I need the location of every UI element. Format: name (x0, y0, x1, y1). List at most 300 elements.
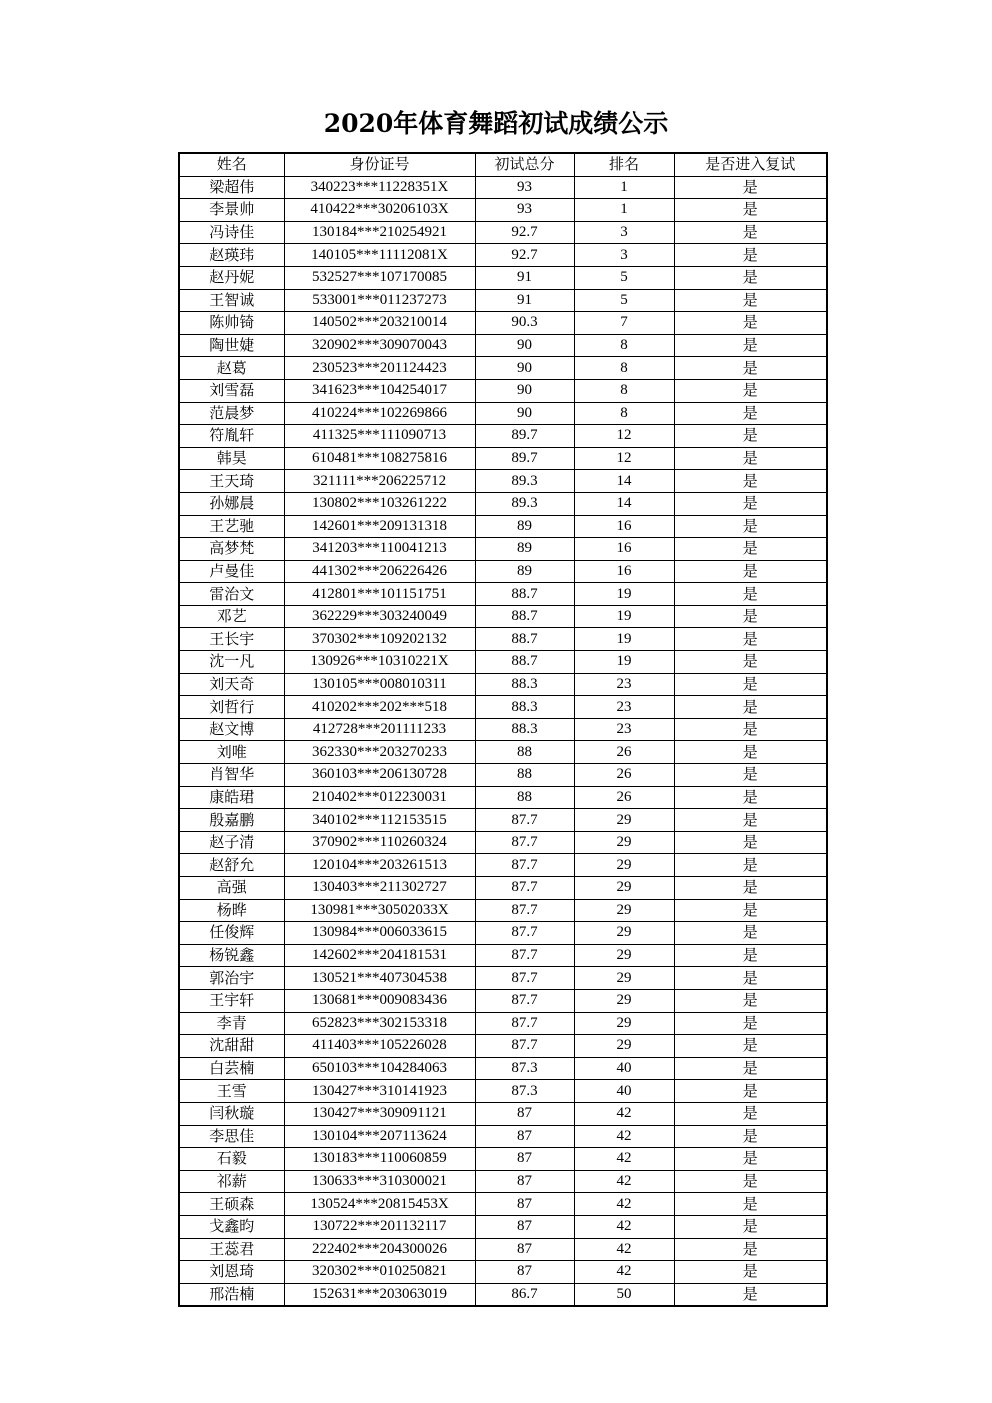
cell-advance: 是 (674, 1057, 827, 1080)
table-row (179, 651, 827, 674)
cell-id-number: 210402***012230031 (284, 786, 475, 809)
cell-rank: 19 (574, 583, 674, 606)
cell-id-number: 230523***201124423 (284, 357, 475, 380)
cell-advance: 是 (674, 266, 827, 289)
cell-name: 刘天奇 (179, 673, 284, 696)
cell-advance: 是 (674, 199, 827, 222)
cell-id-number: 532527***107170085 (284, 266, 475, 289)
cell-id-number: 130427***309091121 (284, 1102, 475, 1125)
table-row (179, 221, 827, 244)
cell-advance: 是 (674, 831, 827, 854)
cell-advance: 是 (674, 854, 827, 877)
cell-name: 康皓珺 (179, 786, 284, 809)
table-row (179, 176, 827, 199)
cell-id-number: 130926***10310221X (284, 651, 475, 674)
table-row (179, 1057, 827, 1080)
cell-score: 87 (475, 1102, 574, 1125)
table-row (179, 741, 827, 764)
cell-advance: 是 (674, 515, 827, 538)
table-row (179, 1080, 827, 1103)
cell-name: 王长宇 (179, 628, 284, 651)
cell-name: 刘唯 (179, 741, 284, 764)
cell-name: 王智诚 (179, 289, 284, 312)
table-row (179, 583, 827, 606)
cell-rank: 29 (574, 854, 674, 877)
cell-name: 刘哲行 (179, 696, 284, 719)
cell-name: 邢浩楠 (179, 1283, 284, 1306)
cell-advance: 是 (674, 357, 827, 380)
cell-score: 91 (475, 289, 574, 312)
cell-score: 89.3 (475, 470, 574, 493)
cell-advance: 是 (674, 402, 827, 425)
cell-score: 93 (475, 199, 574, 222)
cell-rank: 23 (574, 673, 674, 696)
cell-score: 90 (475, 379, 574, 402)
cell-advance: 是 (674, 899, 827, 922)
cell-name: 韩昊 (179, 447, 284, 470)
cell-score: 87.7 (475, 989, 574, 1012)
table-row (179, 989, 827, 1012)
cell-advance: 是 (674, 651, 827, 674)
cell-score: 86.7 (475, 1283, 574, 1306)
cell-score: 89 (475, 560, 574, 583)
cell-rank: 23 (574, 696, 674, 719)
cell-name: 肖智华 (179, 764, 284, 787)
cell-name: 沈一凡 (179, 651, 284, 674)
table-row (179, 673, 827, 696)
cell-rank: 42 (574, 1170, 674, 1193)
table-row (179, 718, 827, 741)
cell-rank: 42 (574, 1215, 674, 1238)
cell-score: 89.7 (475, 425, 574, 448)
cell-id-number: 320902***309070043 (284, 334, 475, 357)
cell-score: 88.7 (475, 651, 574, 674)
cell-name: 刘恩琦 (179, 1261, 284, 1284)
cell-score: 90 (475, 402, 574, 425)
cell-id-number: 340223***11228351X (284, 176, 475, 199)
table-row (179, 357, 827, 380)
table-row (179, 1193, 827, 1216)
page-title: 2020年体育舞蹈初试成绩公示 (323, 109, 669, 138)
table-row (179, 312, 827, 335)
cell-score: 87.7 (475, 877, 574, 900)
cell-advance: 是 (674, 741, 827, 764)
cell-score: 93 (475, 176, 574, 199)
cell-score: 87 (475, 1170, 574, 1193)
cell-name: 杨晔 (179, 899, 284, 922)
cell-id-number: 410224***102269866 (284, 402, 475, 425)
cell-rank: 8 (574, 402, 674, 425)
cell-advance: 是 (674, 1193, 827, 1216)
cell-id-number: 341623***104254017 (284, 379, 475, 402)
cell-id-number: 412801***101151751 (284, 583, 475, 606)
cell-advance: 是 (674, 470, 827, 493)
cell-id-number: 130104***207113624 (284, 1125, 475, 1148)
table-row (179, 877, 827, 900)
cell-score: 87.3 (475, 1080, 574, 1103)
cell-name: 王宇轩 (179, 989, 284, 1012)
table-row (179, 605, 827, 628)
table-row (179, 334, 827, 357)
cell-score: 92.7 (475, 244, 574, 267)
cell-rank: 29 (574, 877, 674, 900)
cell-score: 87 (475, 1215, 574, 1238)
cell-score: 87.7 (475, 944, 574, 967)
cell-id-number: 341203***110041213 (284, 538, 475, 561)
cell-score: 87.7 (475, 922, 574, 945)
cell-id-number: 142601***209131318 (284, 515, 475, 538)
cell-name: 冯诗佳 (179, 221, 284, 244)
cell-rank: 42 (574, 1193, 674, 1216)
table-row (179, 628, 827, 651)
table-row (179, 379, 827, 402)
cell-id-number: 411325***111090713 (284, 425, 475, 448)
cell-name: 祁薪 (179, 1170, 284, 1193)
cell-name: 符胤轩 (179, 425, 284, 448)
cell-rank: 19 (574, 605, 674, 628)
cell-score: 87 (475, 1125, 574, 1148)
table-row (179, 1102, 827, 1125)
cell-score: 87.3 (475, 1057, 574, 1080)
cell-rank: 42 (574, 1238, 674, 1261)
cell-advance: 是 (674, 628, 827, 651)
cell-id-number: 441302***206226426 (284, 560, 475, 583)
cell-rank: 42 (574, 1261, 674, 1284)
cell-rank: 8 (574, 379, 674, 402)
cell-id-number: 412728***201111233 (284, 718, 475, 741)
cell-rank: 26 (574, 764, 674, 787)
table-row (179, 1283, 827, 1306)
cell-advance: 是 (674, 334, 827, 357)
cell-rank: 29 (574, 922, 674, 945)
header-name: 姓名 (179, 153, 284, 176)
cell-advance: 是 (674, 1215, 827, 1238)
table-row (179, 786, 827, 809)
cell-name: 殷嘉鹏 (179, 809, 284, 832)
cell-name: 赵丹妮 (179, 266, 284, 289)
table-row (179, 266, 827, 289)
cell-advance: 是 (674, 1261, 827, 1284)
cell-rank: 19 (574, 651, 674, 674)
cell-rank: 5 (574, 266, 674, 289)
cell-name: 沈甜甜 (179, 1035, 284, 1058)
cell-id-number: 652823***302153318 (284, 1012, 475, 1035)
cell-advance: 是 (674, 718, 827, 741)
cell-rank: 29 (574, 809, 674, 832)
cell-advance: 是 (674, 560, 827, 583)
cell-id-number: 321111***206225712 (284, 470, 475, 493)
table-row (179, 244, 827, 267)
cell-name: 王艺驰 (179, 515, 284, 538)
cell-rank: 42 (574, 1148, 674, 1171)
cell-rank: 29 (574, 944, 674, 967)
cell-advance: 是 (674, 312, 827, 335)
table-header-row (179, 153, 827, 176)
cell-score: 88.3 (475, 673, 574, 696)
table-row (179, 854, 827, 877)
cell-rank: 16 (574, 538, 674, 561)
cell-rank: 50 (574, 1283, 674, 1306)
cell-id-number: 362330***203270233 (284, 741, 475, 764)
cell-score: 89.3 (475, 492, 574, 515)
cell-score: 87.7 (475, 899, 574, 922)
cell-name: 刘雪磊 (179, 379, 284, 402)
cell-score: 88.3 (475, 718, 574, 741)
cell-advance: 是 (674, 1283, 827, 1306)
cell-rank: 42 (574, 1102, 674, 1125)
cell-score: 88 (475, 786, 574, 809)
cell-score: 87 (475, 1193, 574, 1216)
cell-id-number: 130524***20815453X (284, 1193, 475, 1216)
cell-advance: 是 (674, 1125, 827, 1148)
cell-name: 王硕森 (179, 1193, 284, 1216)
table-row (179, 696, 827, 719)
cell-score: 88.3 (475, 696, 574, 719)
table-row (179, 447, 827, 470)
cell-score: 89 (475, 538, 574, 561)
cell-advance: 是 (674, 176, 827, 199)
cell-id-number: 370302***109202132 (284, 628, 475, 651)
cell-rank: 5 (574, 289, 674, 312)
table-row (179, 764, 827, 787)
cell-id-number: 340102***112153515 (284, 809, 475, 832)
cell-name: 赵舒允 (179, 854, 284, 877)
cell-name: 雷治文 (179, 583, 284, 606)
cell-score: 89.7 (475, 447, 574, 470)
cell-id-number: 152631***203063019 (284, 1283, 475, 1306)
cell-score: 88 (475, 764, 574, 787)
table-row (179, 289, 827, 312)
cell-score: 87.7 (475, 854, 574, 877)
header-id-number: 身份证号 (284, 153, 475, 176)
table-row (179, 944, 827, 967)
table-row (179, 967, 827, 990)
cell-score: 87.7 (475, 1035, 574, 1058)
cell-rank: 29 (574, 831, 674, 854)
cell-rank: 23 (574, 718, 674, 741)
cell-advance: 是 (674, 583, 827, 606)
cell-id-number: 533001***011237273 (284, 289, 475, 312)
cell-name: 郭治宇 (179, 967, 284, 990)
cell-rank: 26 (574, 741, 674, 764)
header-rank: 排名 (574, 153, 674, 176)
cell-advance: 是 (674, 922, 827, 945)
cell-name: 陶世婕 (179, 334, 284, 357)
cell-name: 李青 (179, 1012, 284, 1035)
cell-id-number: 130183***110060859 (284, 1148, 475, 1171)
cell-rank: 14 (574, 470, 674, 493)
table-row (179, 1148, 827, 1171)
cell-id-number: 362229***303240049 (284, 605, 475, 628)
cell-rank: 40 (574, 1057, 674, 1080)
cell-advance: 是 (674, 877, 827, 900)
cell-advance: 是 (674, 425, 827, 448)
cell-score: 88 (475, 741, 574, 764)
cell-id-number: 130403***211302727 (284, 877, 475, 900)
cell-score: 90 (475, 357, 574, 380)
cell-name: 陈帅锜 (179, 312, 284, 335)
table-row (179, 1238, 827, 1261)
cell-id-number: 130981***30502033X (284, 899, 475, 922)
cell-name: 赵葛 (179, 357, 284, 380)
cell-rank: 14 (574, 492, 674, 515)
cell-advance: 是 (674, 492, 827, 515)
cell-id-number: 140105***11112081X (284, 244, 475, 267)
cell-rank: 29 (574, 989, 674, 1012)
cell-name: 杨锐鑫 (179, 944, 284, 967)
cell-name: 孙娜晨 (179, 492, 284, 515)
cell-rank: 16 (574, 515, 674, 538)
cell-rank: 3 (574, 244, 674, 267)
cell-name: 戈鑫昀 (179, 1215, 284, 1238)
cell-advance: 是 (674, 1012, 827, 1035)
cell-id-number: 411403***105226028 (284, 1035, 475, 1058)
cell-name: 邓艺 (179, 605, 284, 628)
cell-advance: 是 (674, 967, 827, 990)
table-row (179, 899, 827, 922)
cell-advance: 是 (674, 447, 827, 470)
cell-name: 王蕊君 (179, 1238, 284, 1261)
cell-score: 88.7 (475, 605, 574, 628)
cell-id-number: 130521***407304538 (284, 967, 475, 990)
cell-id-number: 222402***204300026 (284, 1238, 475, 1261)
cell-rank: 19 (574, 628, 674, 651)
table-row (179, 402, 827, 425)
cell-name: 李思佳 (179, 1125, 284, 1148)
cell-rank: 8 (574, 334, 674, 357)
cell-score: 89 (475, 515, 574, 538)
cell-rank: 3 (574, 221, 674, 244)
cell-id-number: 360103***206130728 (284, 764, 475, 787)
cell-name: 高强 (179, 877, 284, 900)
cell-rank: 29 (574, 967, 674, 990)
cell-id-number: 142602***204181531 (284, 944, 475, 967)
cell-name: 李景帅 (179, 199, 284, 222)
cell-advance: 是 (674, 1148, 827, 1171)
cell-advance: 是 (674, 989, 827, 1012)
cell-id-number: 370902***110260324 (284, 831, 475, 854)
cell-rank: 40 (574, 1080, 674, 1103)
cell-id-number: 130427***310141923 (284, 1080, 475, 1103)
cell-name: 王雪 (179, 1080, 284, 1103)
table-row (179, 922, 827, 945)
cell-rank: 12 (574, 447, 674, 470)
cell-name: 赵瑛玮 (179, 244, 284, 267)
cell-score: 90 (475, 334, 574, 357)
cell-id-number: 130802***103261222 (284, 492, 475, 515)
table-row (179, 1261, 827, 1284)
cell-rank: 26 (574, 786, 674, 809)
cell-name: 卢曼佳 (179, 560, 284, 583)
cell-advance: 是 (674, 696, 827, 719)
header-advance: 是否进入复试 (674, 153, 827, 176)
cell-id-number: 120104***203261513 (284, 854, 475, 877)
cell-advance: 是 (674, 289, 827, 312)
cell-score: 87 (475, 1148, 574, 1171)
cell-score: 87.7 (475, 1012, 574, 1035)
cell-advance: 是 (674, 673, 827, 696)
cell-score: 91 (475, 266, 574, 289)
cell-id-number: 410422***30206103X (284, 199, 475, 222)
cell-advance: 是 (674, 1102, 827, 1125)
table-row (179, 492, 827, 515)
cell-advance: 是 (674, 809, 827, 832)
cell-rank: 29 (574, 1012, 674, 1035)
table-row (179, 809, 827, 832)
cell-score: 87.7 (475, 967, 574, 990)
cell-advance: 是 (674, 944, 827, 967)
cell-id-number: 140502***203210014 (284, 312, 475, 335)
cell-id-number: 130184***210254921 (284, 221, 475, 244)
cell-name: 任俊辉 (179, 922, 284, 945)
table-row (179, 1035, 827, 1058)
cell-advance: 是 (674, 605, 827, 628)
cell-name: 范晨梦 (179, 402, 284, 425)
cell-name: 白芸楠 (179, 1057, 284, 1080)
cell-score: 87.7 (475, 809, 574, 832)
cell-advance: 是 (674, 764, 827, 787)
cell-advance: 是 (674, 1035, 827, 1058)
cell-advance: 是 (674, 1238, 827, 1261)
cell-rank: 1 (574, 176, 674, 199)
cell-rank: 29 (574, 899, 674, 922)
cell-score: 87.7 (475, 831, 574, 854)
cell-id-number: 130105***008010311 (284, 673, 475, 696)
cell-name: 王天琦 (179, 470, 284, 493)
cell-id-number: 130984***006033615 (284, 922, 475, 945)
cell-advance: 是 (674, 1170, 827, 1193)
cell-id-number: 410202***202***518 (284, 696, 475, 719)
cell-name: 石毅 (179, 1148, 284, 1171)
cell-score: 87 (475, 1261, 574, 1284)
cell-id-number: 610481***108275816 (284, 447, 475, 470)
cell-advance: 是 (674, 221, 827, 244)
cell-name: 高梦梵 (179, 538, 284, 561)
table-row (179, 425, 827, 448)
cell-advance: 是 (674, 1080, 827, 1103)
table-row (179, 515, 827, 538)
cell-name: 闫秋璇 (179, 1102, 284, 1125)
table-row (179, 538, 827, 561)
cell-advance: 是 (674, 379, 827, 402)
table-row (179, 831, 827, 854)
cell-rank: 7 (574, 312, 674, 335)
cell-rank: 29 (574, 1035, 674, 1058)
cell-score: 90.3 (475, 312, 574, 335)
cell-score: 87 (475, 1238, 574, 1261)
table-row (179, 1170, 827, 1193)
header-score: 初试总分 (475, 153, 574, 176)
table-row (179, 560, 827, 583)
table-row (179, 1215, 827, 1238)
cell-score: 92.7 (475, 221, 574, 244)
cell-advance: 是 (674, 786, 827, 809)
cell-id-number: 320302***010250821 (284, 1261, 475, 1284)
cell-name: 赵文博 (179, 718, 284, 741)
cell-id-number: 650103***104284063 (284, 1057, 475, 1080)
cell-name: 梁超伟 (179, 176, 284, 199)
cell-id-number: 130633***310300021 (284, 1170, 475, 1193)
cell-id-number: 130722***201132117 (284, 1215, 475, 1238)
table-row (179, 470, 827, 493)
table-row (179, 1125, 827, 1148)
cell-name: 赵子清 (179, 831, 284, 854)
cell-rank: 42 (574, 1125, 674, 1148)
cell-score: 88.7 (475, 583, 574, 606)
score-table (178, 152, 828, 1307)
cell-advance: 是 (674, 538, 827, 561)
cell-id-number: 130681***009083436 (284, 989, 475, 1012)
